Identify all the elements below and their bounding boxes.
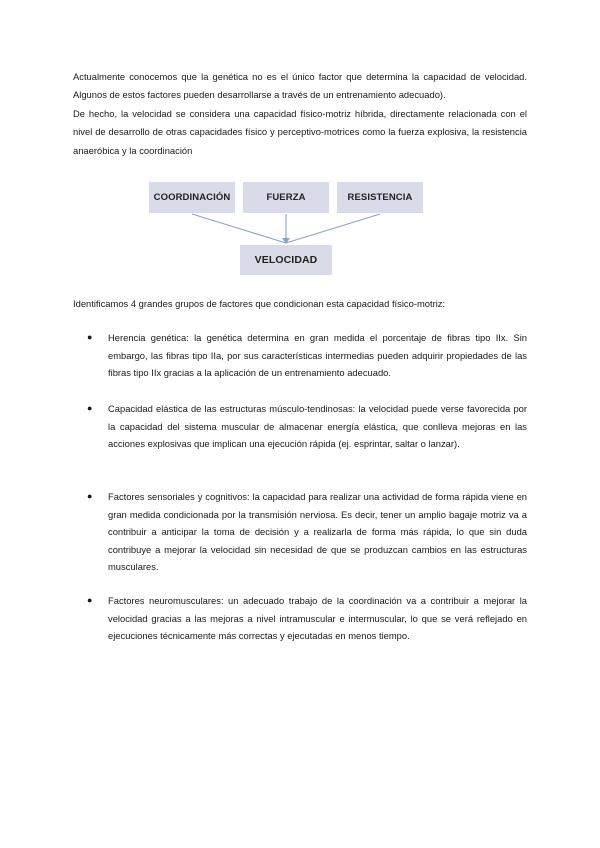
bullet-marker: ● [87,491,93,501]
paragraph-hybrid-capacity: De hecho, la velocidad se considera una capacidad físico-motriz híbrida, directamente relacionada con el nivel de desarrollo de otras capacidades físico y perceptivo-motrices como la fuerza explosiva, la resistencia anaeróbica y la coordinación [73,108,527,156]
arrow-coordinacion [192,214,286,243]
box-velocidad: VELOCIDAD [240,245,332,275]
arrow-resistencia [286,214,380,243]
arrow-head [282,238,290,244]
list-item-text: Factores neuromusculares: un adecuado trabajo de la coordinación va a contribuir a mejorar la velocidad gracias a las mejoras a nivel intramuscular e intermuscular, lo que se verá reflejado en ejecuciones técnicamente más correctas y ejecutadas en menos tiempo. [108,595,527,642]
bullet-marker: ● [87,332,93,342]
paragraph-intro: Actualmente conocemos que la genética no es el único factor que determina la capacidad de velocidad. Algunos de estos factores pueden desarrollarse a través de un entrenamiento adecuado). [73,71,527,101]
box-coordinacion: COORDINACIÓN [149,182,235,213]
bullet-marker: ● [87,595,93,605]
box-resistencia: RESISTENCIA [337,182,423,213]
list-item-text: Capacidad elástica de las estructuras músculo-tendinosas: la velocidad puede verse favorecida por la capacidad del sistema muscular de almacenar energía elástica, que conlleva mejoras en las acciones explosivas que implican una ejecución rápida (ej. esprintar, saltar o lanzar). [108,403,527,450]
list-item-text: Herencia genética: la genética determina en gran medida el porcentaje de fibras tipo IIx. Sin embargo, las fibras tipo IIa, por sus características intermedias pueden adquirir propiedades de las fibras tipo IIx gracias a la aplicación de un entrenamiento adecuado. [108,332,527,379]
factors-intro: Identificamos 4 grandes grupos de factores que condicionan esta capacidad físico-motriz: [73,298,446,309]
list-item-text: Factores sensoriales y cognitivos: la capacidad para realizar una actividad de forma rápida viene en gran medida condicionada por la transmisión nerviosa. Es decir, tener un amplio bagaje motriz va a contribuir a anticipar la toma de decisión y a realizarla de forma más rápida, lo que sin duda contribuye a mejorar la velocidad sin necesidad de que se produzcan cambios en las estructuras musculares. [108,491,527,573]
box-fuerza: FUERZA [243,182,329,213]
bullet-marker: ● [87,403,93,413]
